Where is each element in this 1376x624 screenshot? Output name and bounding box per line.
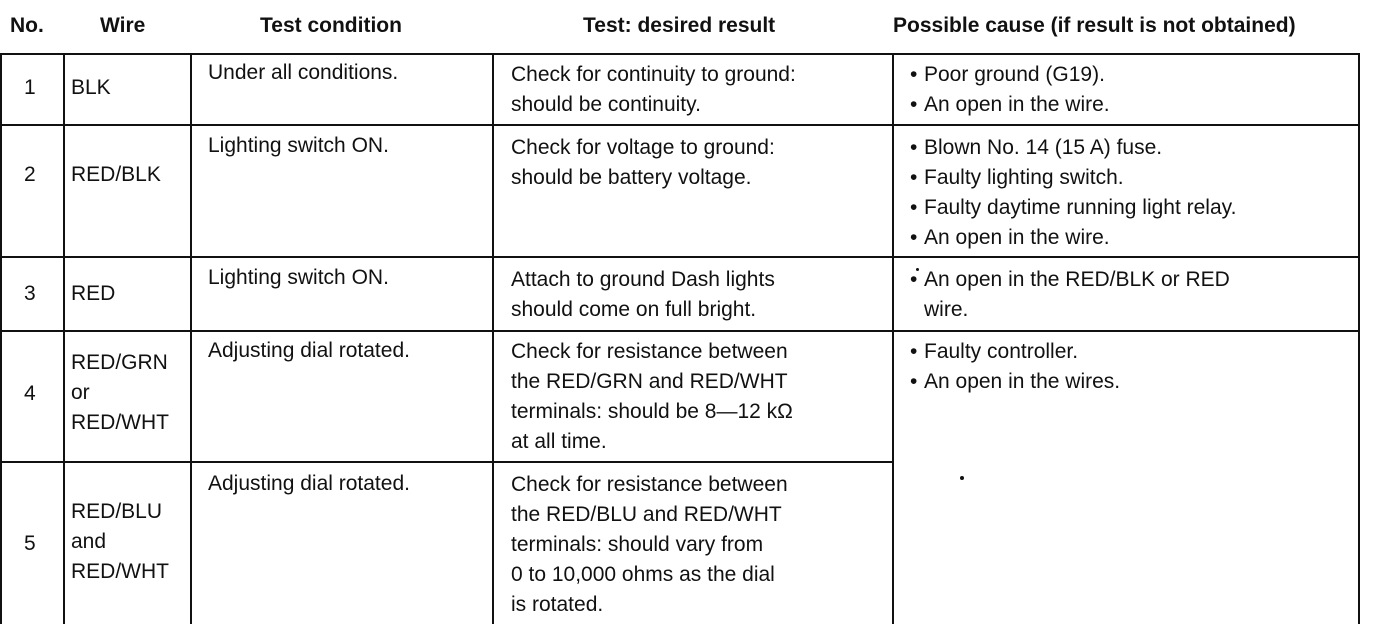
row-number: 5: [24, 532, 36, 555]
cause-item: • Poor ground (G19).: [910, 60, 1110, 90]
header-no: No.: [10, 14, 44, 37]
cause-item: • An open in the RED/BLK or RED wire.: [910, 265, 1230, 325]
desired-result: Check for continuity to ground: should be continuity.: [511, 63, 796, 116]
cause-item: • An open in the wire.: [910, 90, 1110, 120]
cause-item: • Blown No. 14 (15 A) fuse.: [910, 133, 1236, 163]
row-number: 3: [24, 282, 36, 305]
row-number: 2: [24, 163, 36, 186]
wire-color: RED/BLU and RED/WHT: [71, 500, 169, 583]
wire-color: RED/GRN or RED/WHT: [71, 351, 169, 434]
wire-color: RED/BLK: [71, 163, 161, 186]
row-number: 1: [24, 76, 36, 99]
possible-causes: [910, 337, 1120, 397]
wire-color: BLK: [71, 76, 111, 99]
test-condition: Adjusting dial rotated.: [208, 472, 410, 495]
cause-item: • Faulty daytime running light relay.: [910, 193, 1236, 223]
test-condition: Adjusting dial rotated.: [208, 339, 410, 362]
cause-item: • Faulty lighting switch.: [910, 163, 1236, 193]
desired-result: Attach to ground Dash lights should come on full bright.: [511, 268, 775, 321]
header-desired-result: Test: desired result: [583, 14, 776, 37]
test-condition: Lighting switch ON.: [208, 134, 389, 157]
cause-item: • An open in the wires.: [910, 367, 1120, 397]
print-speck: [960, 476, 964, 480]
cause-item: • Faulty controller.: [910, 337, 1120, 367]
possible-causes: [910, 265, 1230, 325]
print-speck: [916, 268, 919, 271]
desired-result: Check for resistance between the RED/BLU and RED/WHT terminals: should vary from 0 to 10,000 ohms as the dial is rotated.: [511, 473, 788, 616]
header-test-condition: Test condition: [260, 14, 402, 37]
possible-causes: [910, 60, 1110, 120]
test-condition: Under all conditions.: [208, 61, 399, 84]
header-wire: Wire: [100, 14, 146, 37]
desired-result: Check for resistance between the RED/GRN and RED/WHT terminals: should be 8—12 kΩ at all time.: [511, 340, 793, 453]
desired-result: Check for voltage to ground: should be battery voltage.: [511, 136, 775, 189]
row-number: 4: [24, 382, 36, 405]
wire-color: RED: [71, 282, 116, 305]
possible-causes: [910, 133, 1236, 253]
header-possible-cause: Possible cause (if result is not obtained): [893, 14, 1296, 37]
test-condition: Lighting switch ON.: [208, 266, 389, 289]
cause-item: • An open in the wire.: [910, 223, 1236, 253]
